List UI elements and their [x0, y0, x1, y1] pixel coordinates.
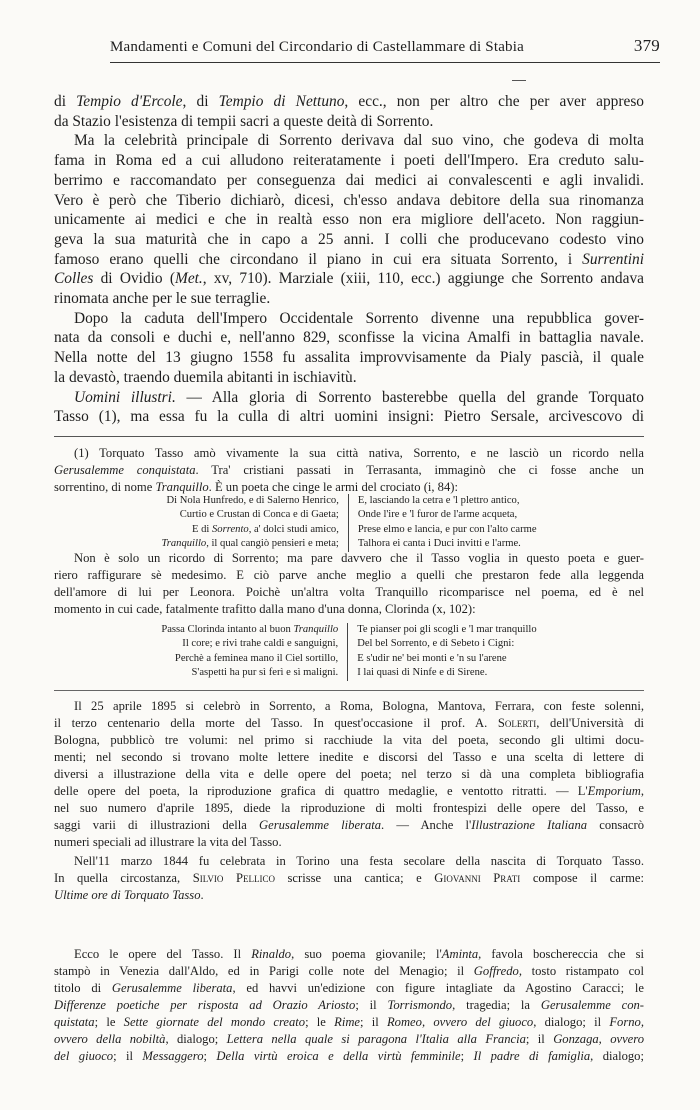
verse-block-2 [54, 623, 644, 681]
italic-text: Gerusalemme con- [540, 998, 644, 1012]
main-text [54, 92, 644, 427]
verse-line: Te pianser poi gli scogli e 'l mar tranquillo [357, 624, 537, 635]
italic-text: Sorrento [212, 523, 249, 535]
italic-text: Tempio d'Ercole [76, 93, 183, 110]
footnote-festeggiamenti [54, 698, 644, 904]
short-rule [512, 80, 526, 81]
text-line: la devastò, traendo duemila abitanti in ischiavitù. [54, 368, 357, 386]
text-line: fama in Roma ed a cui alludono reiteratamente i poeti dell'Impero. Era creduto salu- [54, 152, 644, 170]
text-line: rinomata anche per le sue terraglie. [54, 290, 271, 308]
running-header [110, 36, 660, 63]
text-line: menti; nel secondo si trovano molte lettere inedite e discorsi del Tasso e una scelta di lettere di [54, 750, 644, 764]
paragraph-centenario [54, 698, 644, 851]
italic-text: Rime [334, 1015, 361, 1029]
paragraph-vino [54, 131, 644, 308]
paragraph-uomini-illustri [54, 388, 644, 427]
verse-line: Perchè a feminea mano il Ciel sortillo, [174, 652, 339, 664]
italic-text: Aminta [441, 947, 479, 961]
verse-line: Del bel Sorrento, e di Sebeto i Cigni: [357, 638, 515, 650]
text-line: geva la sua maturità che in capo a 25 anni. I colli che producevano codesto vino [54, 230, 644, 248]
text-line: del giuoco; il Messaggero; Della virtù eroica e della virtù femminile; Il padre di famiglia, dialogo; [54, 1049, 644, 1063]
italic-text: Rinaldo [251, 947, 292, 961]
italic-text: Tranquillo [155, 480, 209, 494]
small-caps-text: Silvio Pellico [192, 871, 275, 885]
text-line: ovvero della nobiltà, dialogo; Lettera nella quale si paragona l'Italia alla Francia; il Gonzaga, ovvero [54, 1032, 644, 1046]
text-line: (1) Torquato Tasso amò vivamente la sua città nativa, Sorrento, e ne lasciò un ricordo nella [74, 446, 644, 460]
verse-column-left [152, 623, 348, 681]
italic-text: Gerusalemme liberata [259, 818, 382, 832]
text-line: Colles di Ovidio (Met., xv, 710). Marziale (xiii, 110, ecc.) aggiunge che Sorrento andava [54, 270, 644, 288]
text-line: sorrentino, di nome Tranquillo. È un poeta che cinge le armi del crociato (i, 84): [54, 480, 458, 494]
text-line: quistata; le Sette giornate del mondo creato; le Rime; il Romeo, ovvero del giuoco, dialogo; il Forno, [54, 1015, 644, 1029]
paragraph-tempii [54, 92, 644, 131]
verse-line: I lai quasi di Ninfe e di Sirene. [357, 667, 488, 679]
text-line: stampò in Venezia dall'Aldo, ed in Parigi colle note del Menagio; il Goffredo, tosto ristampato col [54, 964, 644, 978]
verse-block-1 [54, 494, 644, 552]
footnote-rule [54, 436, 644, 437]
verse-line: Il core; e rivi trahe caldi e sanguigni, [182, 638, 339, 650]
verse-line: S'aspetti ha pur sì ferì e sì maligni. [191, 667, 339, 679]
italic-text: Romeo, ovvero del giuoco [386, 1015, 534, 1029]
text-line: titolo di Gerusalemme liberata, ed havvi un'edizione con figure intagliate da Agostino Caracci; le [54, 981, 644, 995]
header-title: Mandamenti e Comuni del Circondario di Castellammare di Stabia [110, 39, 524, 55]
footnote-opere [54, 946, 644, 1065]
page-number: 379 [633, 36, 660, 55]
text-line: Il 25 aprile 1895 si celebrò in Sorrento, a Roma, Bologna, Mantova, Ferrara, con feste solenni, [74, 699, 644, 713]
italic-text: Tranquillo [293, 624, 339, 635]
italic-text: Ultime ore di Torquato Tasso [54, 888, 201, 902]
text-line: unicamente ai medici e che in realtà esso non era migliore dell'aceto. Non raggiun- [54, 211, 644, 229]
footnote-1 [54, 445, 644, 496]
text-line: Gerusalemme conquistata. Tra' cristiani passati in Terrasanta, immaginò che ci fosse anche un [54, 463, 644, 477]
italic-text: Gerusalemme liberata [111, 981, 233, 995]
verse-column-right [348, 623, 545, 681]
paragraph-storia [54, 309, 644, 388]
text-line: dell'amore di lui per Leonora. Poichè un'altra volta Tranquillo ricomparisce nel poema, ed è nel [54, 585, 644, 599]
italic-text: quistata [54, 1015, 95, 1029]
separator-rule [54, 690, 644, 691]
text-line: momento in cui cade, fatalmente trafitto dalla mano d'una donna, Clorinda (x, 102): [54, 602, 476, 616]
text-line: Nell'11 marzo 1844 fu celebrata in Torino una festa secolare della nascita di Torquato Tasso. [74, 854, 644, 868]
verse-line: Prese elmo e lancia, e pur con l'alto carme [357, 523, 537, 535]
italic-text: Emporium [587, 784, 641, 798]
italic-text: Lettera nella quale si paragona l'Italia alla Francia [226, 1032, 526, 1046]
text-line: Ultime ore di Torquato Tasso. [54, 888, 204, 902]
text-line: di Tempio d'Ercole, di Tempio di Nettuno, ecc., non per altro che per aver appreso [54, 93, 644, 110]
text-line: In quella circostanza, Silvio Pellico scrisse una cantica; e Giovanni Prati compose il carme: [54, 871, 644, 885]
text-line: riero raffigurare sè medesimo. E ciò parve anche meglio a quelli che prestaron fede alla leggenda [54, 568, 644, 582]
verse-line: Di Nola Hunfredo, e di Salerno Henrico, [166, 495, 339, 506]
text-line: Bologna, pubblicò tre volumi: nel primo si racchiude la vita del poeta, secondo gli ultimi docu- [54, 733, 644, 747]
italic-text: Forno, [609, 1015, 644, 1029]
text-line: nel suo numero d'aprile 1895, diede la riproduzione di molti frontespizi delle opere del Tasso, e [54, 801, 644, 815]
text-line: Ecco le opere del Tasso. Il Rinaldo, suo poema giovanile; l'Aminta, favola boschereccia che si [74, 947, 645, 961]
small-caps-text: Solerti [497, 716, 537, 730]
verse-line: Passa Clorinda intanto al buon Tranquillo [161, 624, 339, 635]
italic-text: Tempio di Nettuno [218, 93, 345, 110]
text-line: Vero è però che Tiberio dichiarò, dicesi, ch'esso andava debitore della sua rinomanza [54, 191, 644, 209]
verse-column-right [349, 494, 546, 552]
verse-line: Tranquillo, il qual cangiò pensieri e meta; [161, 538, 339, 550]
italic-text: Torrismondo [387, 998, 453, 1012]
footnote-continuation [54, 550, 644, 618]
verse-line: E, lasciando la cetra e 'l plettro antico, [357, 495, 520, 506]
text-line: da Stazio l'esistenza di tempii sacri a queste deità di Sorrento. [54, 112, 434, 130]
text-line: Ma la celebrità principale di Sorrento derivava dal suo vino, che godeva di molta [74, 132, 644, 150]
text-line: Nella notte del 13 giugno 1558 fu assalita improvvisamente da Pialy pascià, il quale [54, 349, 644, 367]
text-line: Differenze poetiche per risposta ad Orazio Ariosto; il Torrismondo, tragedia; la Gerusalemme con- [54, 998, 644, 1012]
italic-text: Gonzaga, ovvero [553, 1032, 644, 1046]
italic-text: Della virtù eroica e della virtù femminile [216, 1049, 461, 1063]
text-line: diversi a illustrazione della vita e delle opere del poeta; nel terzo si dà una completa bibliografia [54, 767, 644, 781]
verse-line: Talhora ei canta i Duci invitti e l'arme. [357, 538, 521, 550]
text-line: berrimo e raccomandato per conseguenza dai medici ai convalescenti e agli invalidi. [54, 171, 644, 189]
small-caps-text: Giovanni Prati [434, 871, 521, 885]
italic-text: Differenze poetiche per risposta ad Orazio Ariosto [54, 998, 356, 1012]
italic-text: Colles [54, 270, 94, 288]
verse-column-left [152, 494, 348, 552]
text-line: Non è solo un ricordo di Sorrento; ma pare davvero che il Tasso voglia in questo poeta e guer- [74, 551, 644, 565]
text-line: Tasso (1), ma essa fu la culla di altri uomini insigni: Pietro Sersale, arcivescovo di [54, 408, 644, 426]
text-line: Dopo la caduta dell'Impero Occidentale Sorrento divenne una repubblica gover- [74, 309, 644, 327]
text-line: il terzo centenario della morte del Tasso. In quest'occasione il prof. A. Solerti, dell'Università di [54, 716, 645, 730]
italic-text: Met. [175, 270, 203, 288]
verse-line: Onde l'ire e 'l furor de l'arme acqueta, [357, 509, 518, 521]
italic-text: Sette giornate del mondo creato [123, 1015, 306, 1029]
text-line: numeri speciali ad illustrare la vita del Tasso. [54, 835, 282, 849]
paragraph-torino [54, 853, 644, 904]
italic-text: Uomini illustri. [74, 388, 176, 406]
text-line: famoso erano quelli che circondano il piano in cui era situata Sorrento, i Surrentini [54, 250, 644, 268]
text-line: nata da consoli e duchi e, nell'anno 829, sconfisse la vicina Amalfi in battaglia navale. [54, 329, 644, 347]
verse-line: E s'udir ne' bei monti e 'n su l'arene [357, 652, 507, 664]
verse-line: Curtio e Crustan di Conca e di Gaeta; [179, 509, 339, 521]
italic-text: Surrentini [582, 250, 644, 268]
italic-text: del giuoco [54, 1049, 114, 1063]
italic-text: Goffredo [473, 964, 519, 978]
italic-text: Messaggero [142, 1049, 204, 1063]
italic-text: ovvero della nobiltà [54, 1032, 166, 1046]
italic-text: Tranquillo [161, 538, 207, 550]
text-line: Uomini illustri. — Alla gloria di Sorrento basterebbe quella del grande Torquato [74, 388, 644, 406]
verse-line: E di Sorrento, a' dolci studi amico, [191, 523, 339, 535]
text-line: saggi varii di illustrazioni della Gerusalemme liberata. — Anche l'Illustrazione Italiana consacrò [54, 818, 644, 832]
text-line: delle opere del poeta, la riproduzione grafica di quattro medaglie, e ventotto ritratti. — L'Emporium, [54, 784, 644, 798]
italic-text: Il padre di famiglia [473, 1049, 591, 1063]
italic-text: Illustrazione Italiana [471, 818, 588, 832]
italic-text: Gerusalemme conquistata [54, 463, 196, 477]
